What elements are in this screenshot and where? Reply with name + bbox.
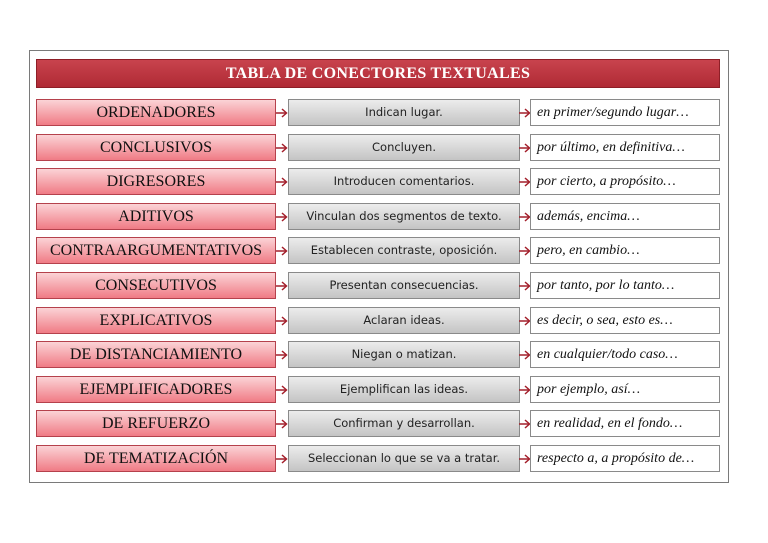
connector-example: respecto a, a propósito de… xyxy=(530,445,720,472)
connector-description: Presentan consecuencias. xyxy=(288,272,520,299)
connector-description: Seleccionan lo que se va a tratar. xyxy=(288,445,520,472)
arrow-right-icon xyxy=(276,246,288,256)
connector-description: Confirman y desarrollan. xyxy=(288,410,520,437)
connector-description: Aclaran ideas. xyxy=(288,307,520,334)
connector-example: en realidad, en el fondo… xyxy=(530,410,720,437)
connector-category: DIGRESORES xyxy=(36,168,276,195)
connector-category: CONCLUSIVOS xyxy=(36,134,276,161)
connector-category: DE DISTANCIAMIENTO xyxy=(36,341,276,368)
arrow-right-icon xyxy=(276,177,288,187)
connector-example: en cualquier/todo caso… xyxy=(530,341,720,368)
connector-example: pero, en cambio… xyxy=(530,237,720,264)
arrow-right-icon xyxy=(276,350,288,360)
table-title: TABLA DE CONECTORES TEXTUALES xyxy=(36,59,720,88)
connector-category: CONTRAARGUMENTATIVOS xyxy=(36,237,276,264)
arrow-right-icon xyxy=(276,385,288,395)
connector-example: por ejemplo, así… xyxy=(530,376,720,403)
connector-description: Niegan o matizan. xyxy=(288,341,520,368)
arrow-right-icon xyxy=(276,143,288,153)
connector-description: Concluyen. xyxy=(288,134,520,161)
connector-category: EXPLICATIVOS xyxy=(36,307,276,334)
arrow-right-icon xyxy=(276,108,288,118)
connector-example: además, encima… xyxy=(530,203,720,230)
arrow-right-icon xyxy=(276,454,288,464)
connector-description: Vinculan dos segmentos de texto. xyxy=(288,203,520,230)
connector-category: CONSECUTIVOS xyxy=(36,272,276,299)
arrow-right-icon xyxy=(276,281,288,291)
connector-example: por último, en definitiva… xyxy=(530,134,720,161)
connector-example: por cierto, a propósito… xyxy=(530,168,720,195)
connector-category: EJEMPLIFICADORES xyxy=(36,376,276,403)
connector-category: ADITIVOS xyxy=(36,203,276,230)
connector-category: DE REFUERZO xyxy=(36,410,276,437)
connector-category: DE TEMATIZACIÓN xyxy=(36,445,276,472)
connector-description: Establecen contraste, oposición. xyxy=(288,237,520,264)
connector-description: Indican lugar. xyxy=(288,99,520,126)
arrow-right-icon xyxy=(276,419,288,429)
connector-example: es decir, o sea, esto es… xyxy=(530,307,720,334)
arrow-right-icon xyxy=(276,316,288,326)
connector-description: Ejemplifican las ideas. xyxy=(288,376,520,403)
connector-example: por tanto, por lo tanto… xyxy=(530,272,720,299)
connector-category: ORDENADORES xyxy=(36,99,276,126)
arrow-right-icon xyxy=(276,212,288,222)
connector-example: en primer/segundo lugar… xyxy=(530,99,720,126)
connector-description: Introducen comentarios. xyxy=(288,168,520,195)
